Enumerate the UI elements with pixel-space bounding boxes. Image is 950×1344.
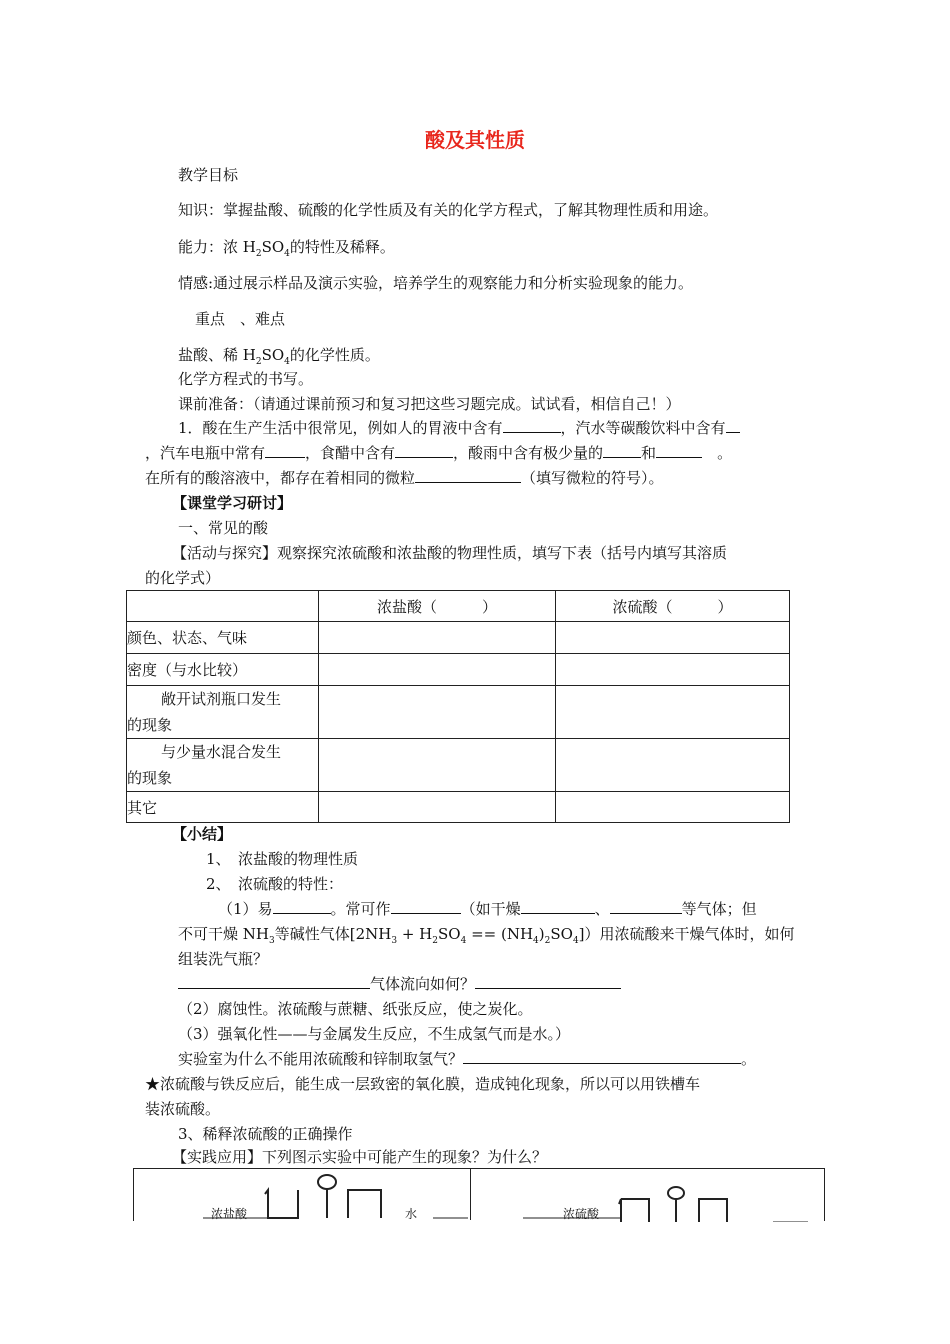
table-row-label: 其它 bbox=[127, 792, 319, 823]
blank[interactable] bbox=[178, 974, 370, 989]
activity-line2: 的化学式） bbox=[145, 569, 221, 587]
prep-intro: 课前准备：（请通过课前预习和复习把这些习题完成。试试看，相信自己！） bbox=[178, 395, 681, 413]
figure-label-water: 水 bbox=[405, 1207, 418, 1221]
table-row bbox=[127, 622, 790, 654]
blank[interactable] bbox=[603, 443, 641, 458]
table-header-row bbox=[127, 591, 790, 622]
objective-emotion: 情感:通过展示样品及演示实验，培养学生的观察能力和分析实验现象的能力。 bbox=[178, 274, 694, 292]
table-cell[interactable] bbox=[556, 654, 790, 686]
zinc-question: 实验室为什么不能用浓硫酸和锌制取氢气？ 。 bbox=[178, 1050, 757, 1068]
blank[interactable] bbox=[656, 443, 702, 458]
blank[interactable] bbox=[415, 468, 521, 483]
table-cell[interactable] bbox=[556, 686, 790, 739]
blank[interactable] bbox=[610, 899, 682, 914]
blank[interactable] bbox=[395, 443, 453, 458]
property-1-line3: 组装洗气瓶？ bbox=[178, 950, 269, 968]
table-cell[interactable] bbox=[319, 686, 556, 739]
page-title: 酸及其性质 bbox=[425, 128, 525, 152]
funnel-icon bbox=[668, 1187, 684, 1199]
table-cell[interactable] bbox=[556, 739, 790, 792]
objective-knowledge: 知识：掌握盐酸、硫酸的化学性质及有关的化学方程式，了解其物理性质和用途。 bbox=[178, 201, 719, 219]
section-common-acids: 一、常见的酸 bbox=[178, 519, 269, 537]
figure-label-hcl: 浓盐酸 bbox=[211, 1207, 248, 1221]
key-point-1: 盐酸、稀 $H_2SO_4$的化学性质。 bbox=[178, 346, 380, 367]
table-cell[interactable] bbox=[319, 654, 556, 686]
objective-ability: 能力：浓 $H_2SO_4$的特性及稀释。 bbox=[178, 238, 395, 259]
table-row bbox=[127, 686, 790, 739]
table-row-label: 与少量水混合发生 的现象 bbox=[127, 739, 319, 792]
table-row-label: 密度（与水比较） bbox=[127, 654, 319, 686]
table-row bbox=[127, 792, 790, 823]
beaker-icon bbox=[619, 1199, 649, 1222]
objectives-heading: 教学目标 bbox=[178, 166, 239, 184]
property-1-line1: （1）易 。常可作 （如干燥 、 等气体；但 bbox=[218, 900, 757, 918]
property-3: （3）强氧化性——与金属发生反应，不生成氢气而是水。） bbox=[178, 1025, 571, 1043]
table-cell[interactable] bbox=[319, 622, 556, 654]
blank[interactable] bbox=[391, 899, 461, 914]
property-1-line4: 气体流向如何？ bbox=[178, 973, 621, 994]
beaker-icon bbox=[348, 1190, 381, 1218]
table-cell[interactable] bbox=[319, 792, 556, 823]
summary-item-1: 1、 浓盐酸的物理性质 bbox=[206, 850, 359, 868]
property-1-line2: 不可干燥 $NH_3$等碱性气体$[2NH_3 + H_2SO_4 == (NH_4)_2SO_4]$）用浓硫酸来干燥气体时，如何 bbox=[178, 925, 795, 946]
blank[interactable] bbox=[475, 974, 621, 989]
practice-heading: 【实践应用】下列图示实验中可能产生的现象？为什么？ bbox=[172, 1148, 548, 1166]
table-row-label: 敞开试剂瓶口发生 的现象 bbox=[127, 686, 319, 739]
blank[interactable] bbox=[273, 899, 331, 914]
key-point-2: 化学方程式的书写。 bbox=[178, 370, 314, 388]
figure-label-h2so4: 浓硫酸 bbox=[563, 1207, 600, 1221]
blank[interactable] bbox=[726, 418, 740, 433]
classroom-heading: 【课堂学习研讨】 bbox=[172, 494, 293, 512]
star-note-line1: ★浓硫酸与铁反应后，能生成一层致密的氧化膜，造成钝化现象，所以可以用铁槽车 bbox=[145, 1075, 701, 1093]
beaker-icon bbox=[265, 1190, 298, 1218]
summary-item-2: 2、 浓硫酸的特性： bbox=[206, 875, 344, 893]
funnel-icon bbox=[318, 1175, 336, 1189]
beaker-icon bbox=[699, 1199, 727, 1222]
key-points-heading: 重点 、难点 bbox=[195, 310, 286, 328]
blank[interactable] bbox=[521, 899, 595, 914]
table-header-cell: 浓盐酸（ ） bbox=[319, 591, 556, 622]
star-note-line2: 装浓硫酸。 bbox=[145, 1100, 221, 1118]
table-cell[interactable] bbox=[556, 622, 790, 654]
table-header-cell: 浓硫酸（ ） bbox=[556, 591, 790, 622]
properties-table bbox=[126, 590, 790, 823]
blank[interactable] bbox=[265, 443, 305, 458]
table-cell[interactable] bbox=[556, 792, 790, 823]
table-cell[interactable] bbox=[319, 739, 556, 792]
prep-q1-line1: 1．酸在生产生活中很常见，例如人的胃液中含有 ，汽水等碳酸饮料中含有 bbox=[178, 417, 740, 438]
table-row bbox=[127, 654, 790, 686]
summary-heading: 【小结】 bbox=[172, 825, 233, 843]
table-row-label: 颜色、状态、气味 bbox=[127, 622, 319, 654]
table-header-cell bbox=[127, 591, 319, 622]
table-row bbox=[127, 739, 790, 792]
prep-q1-line3: 在所有的酸溶液中，都存在着相同的微粒 （填写微粒的符号）。 bbox=[145, 469, 664, 487]
activity-line1: 【活动与探究】观察探究浓硫酸和浓盐酸的物理性质，填写下表（括号内填写其溶质 bbox=[172, 544, 728, 562]
blank[interactable] bbox=[463, 1049, 741, 1064]
summary-item-3: 3、稀释浓硫酸的正确操作 bbox=[178, 1125, 353, 1143]
prep-q1-line2: ，汽车电瓶中常有 ，食醋中含有 ，酸雨中含有极少量的 和 。 bbox=[145, 444, 733, 462]
blank[interactable] bbox=[503, 418, 561, 433]
property-2: （2）腐蚀性。浓硫酸与蔗糖、纸张反应，使之炭化。 bbox=[178, 1000, 533, 1018]
